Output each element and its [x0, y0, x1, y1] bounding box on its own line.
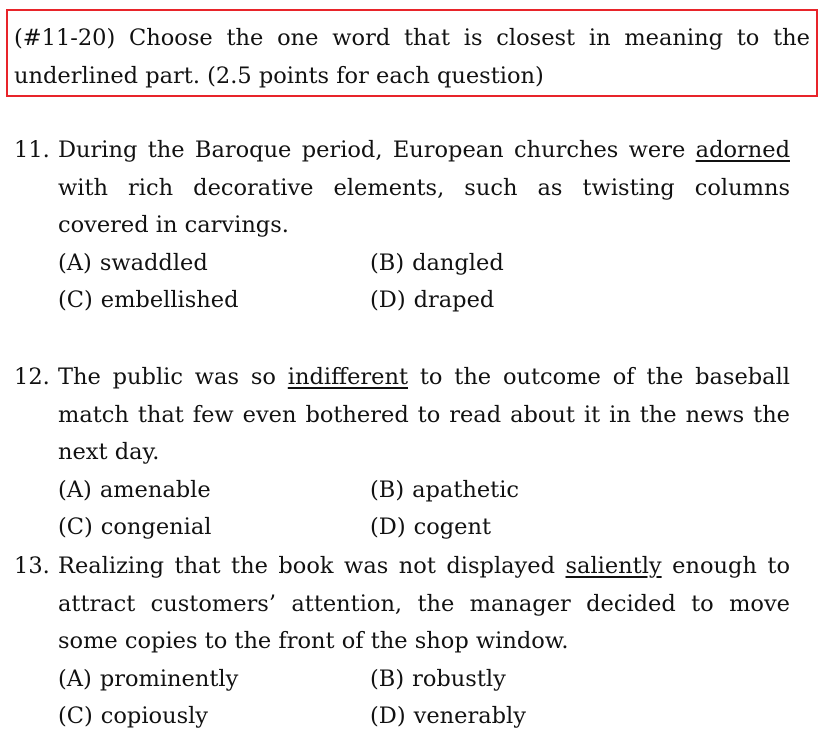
- option-b[interactable]: [370, 472, 670, 510]
- question-text-after: enough to attract customers’ attention, the manager decided to move some copies to the front of the shop window.: [58, 553, 790, 654]
- question-text: [58, 548, 790, 661]
- question-stem: [14, 548, 790, 661]
- option-c[interactable]: [58, 282, 370, 320]
- option-letter: (A): [58, 476, 92, 503]
- question-text-before: Realizing that the book was not displayed: [58, 553, 566, 579]
- option-text: copiously: [100, 703, 209, 729]
- question-text: [58, 132, 790, 245]
- question-number: 13.: [14, 553, 50, 579]
- option-letter: (B): [370, 476, 405, 503]
- option-d[interactable]: [370, 509, 670, 547]
- option-text: swaddled: [99, 249, 208, 276]
- question-stem: [14, 132, 790, 245]
- option-text: prominently: [99, 665, 239, 692]
- option-c[interactable]: [58, 698, 370, 736]
- option-text: venerably: [413, 703, 526, 729]
- question-stem: [14, 359, 790, 472]
- option-letter: (A): [58, 249, 92, 276]
- question-13: [14, 548, 790, 736]
- option-letter: (D): [370, 703, 406, 729]
- answer-options: [58, 472, 790, 547]
- answer-options: [58, 661, 790, 736]
- question-text-after: to the outcome of the baseball match that few even bothered to read about it in the news the next day.: [58, 364, 790, 465]
- option-b[interactable]: [370, 245, 670, 283]
- underlined-word: indifferent: [287, 364, 408, 390]
- option-d[interactable]: [370, 698, 670, 736]
- question-text-before: The public was so: [58, 364, 288, 390]
- option-letter: (C): [58, 703, 93, 729]
- option-letter: (A): [58, 665, 92, 692]
- option-d[interactable]: [370, 282, 670, 320]
- option-a[interactable]: [58, 245, 370, 283]
- option-a[interactable]: [58, 661, 370, 699]
- question-11: [14, 132, 790, 320]
- answer-options: [58, 245, 790, 320]
- instruction-box: [6, 9, 818, 97]
- option-text: embellished: [100, 287, 239, 313]
- option-letter: (B): [370, 249, 405, 276]
- option-letter: (B): [370, 665, 405, 692]
- option-text: draped: [413, 287, 495, 313]
- option-letter: (D): [370, 514, 406, 540]
- question-number: 11.: [14, 137, 50, 163]
- question-text: [58, 359, 790, 472]
- option-text: apathetic: [412, 476, 520, 503]
- option-text: cogent: [413, 514, 492, 540]
- underlined-word: adorned: [695, 137, 790, 163]
- option-letter: (C): [58, 287, 93, 313]
- option-letter: (D): [370, 287, 406, 313]
- option-letter: (C): [58, 514, 93, 540]
- question-12: [14, 359, 790, 547]
- question-number: 12.: [14, 364, 50, 390]
- option-a[interactable]: [58, 472, 370, 510]
- option-c[interactable]: [58, 509, 370, 547]
- underlined-word: saliently: [565, 553, 662, 579]
- option-text: dangled: [412, 249, 504, 276]
- option-b[interactable]: [370, 661, 670, 699]
- option-text: robustly: [412, 665, 506, 692]
- question-text-after: with rich decorative elements, such as twisting columns covered in carvings.: [58, 174, 790, 238]
- option-text: amenable: [99, 476, 211, 503]
- instruction-text: (#11-20) Choose the one word that is closest in meaning to the underlined part. (2.5 points for each question): [14, 25, 810, 89]
- question-text-before: During the Baroque period, European churches were: [58, 137, 696, 163]
- option-text: congenial: [100, 514, 212, 540]
